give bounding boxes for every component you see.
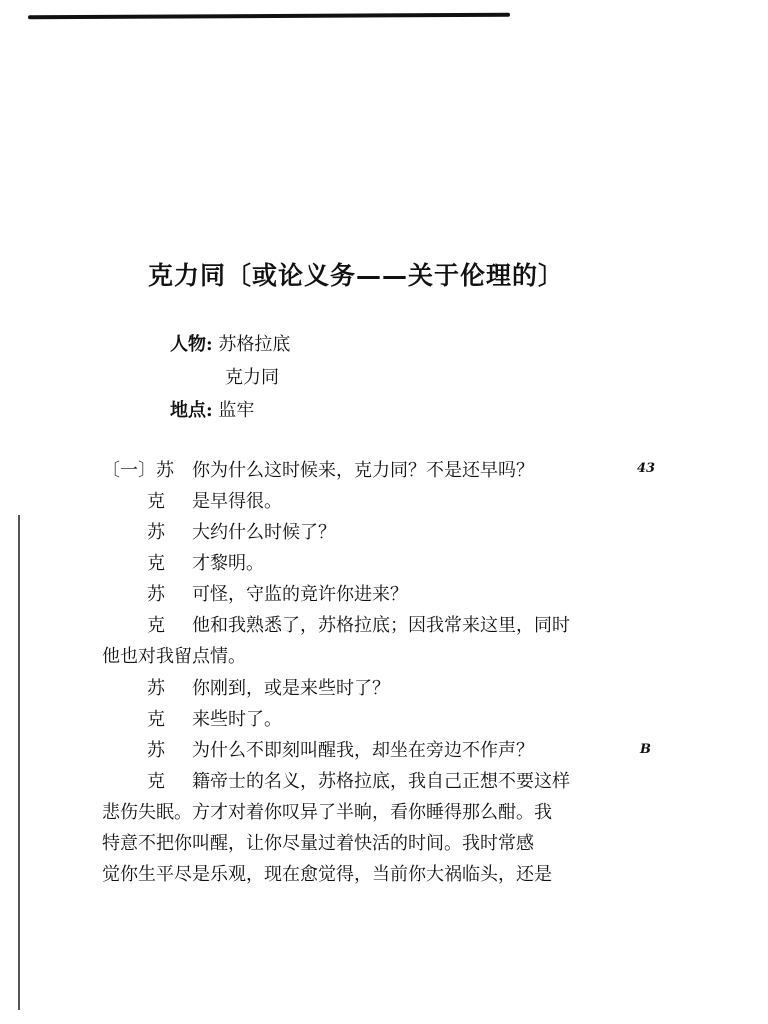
dialogue-line (147, 549, 264, 575)
dialogue-line (102, 798, 552, 824)
dialogue-line (147, 705, 282, 731)
line-text: 大约什么时候了？ (192, 522, 336, 543)
scan-edge-left (18, 515, 20, 1010)
dialogue-line (147, 487, 282, 513)
dialogue-line (102, 642, 246, 668)
person-1: 苏格拉底 (218, 334, 291, 355)
line-text: 可怪，守监的竟许你进来？ (192, 584, 408, 605)
line-text: 来些时了。 (192, 709, 282, 730)
dialogue-line (147, 580, 408, 606)
dialogue-line (147, 674, 390, 700)
cast-persons (170, 330, 290, 356)
persons-label: 人物: (170, 334, 213, 355)
line-text: 悲伤失眠。方才对着你叹异了半晌，看你睡得那么酣。我 (102, 802, 552, 823)
line-text: 你为什么这时候来，克力同？不是还早吗？ (192, 460, 534, 481)
speaker: 〔一〕苏 (102, 460, 174, 481)
place-label: 地点: (170, 400, 213, 421)
dialogue-line (102, 829, 534, 855)
line-text: 觉你生平尽是乐观，现在愈觉得，当前你大祸临头，还是 (102, 864, 552, 885)
dialogue-line (147, 518, 336, 544)
speaker: 克 (147, 491, 165, 512)
speaker: 克 (147, 553, 165, 574)
scan-edge-top (28, 13, 510, 20)
speaker: 克 (147, 709, 165, 730)
line-text: 你刚到，或是来些时了？ (192, 678, 390, 699)
speaker: 苏 (147, 584, 165, 605)
dialogue-line (147, 736, 534, 762)
speaker: 苏 (147, 522, 165, 543)
line-text: 籍帝士的名义，苏格拉底，我自己正想不要这样 (192, 771, 570, 792)
line-text: 特意不把你叫醒，让你尽量过着快活的时间。我时常感 (102, 833, 534, 854)
speaker: 克 (147, 615, 165, 636)
margin-number: 43 (637, 461, 656, 476)
person-2: 克力同 (225, 367, 279, 388)
speaker: 克 (147, 771, 165, 792)
dialogue-line (147, 767, 570, 793)
dialogue-line (102, 456, 534, 482)
line-text: 他和我熟悉了，苏格拉底；因我常来这里，同时 (192, 615, 570, 636)
line-text: 为什么不即刻叫醒我，却坐在旁边不作声？ (192, 740, 534, 761)
cast-place (170, 396, 254, 422)
dialogue-line (102, 860, 552, 886)
cast-person-2 (225, 363, 279, 389)
dialogue-line (147, 611, 570, 637)
place: 监牢 (218, 400, 255, 421)
line-text: 才黎明。 (192, 553, 264, 574)
line-text: 是早得很。 (192, 491, 282, 512)
line-text: 他也对我留点情。 (102, 646, 246, 667)
page-title: 克力同〔或论义务——关于伦理的〕 (148, 261, 565, 290)
speaker: 苏 (147, 678, 165, 699)
speaker: 苏 (147, 740, 165, 761)
margin-number: B (640, 742, 651, 757)
